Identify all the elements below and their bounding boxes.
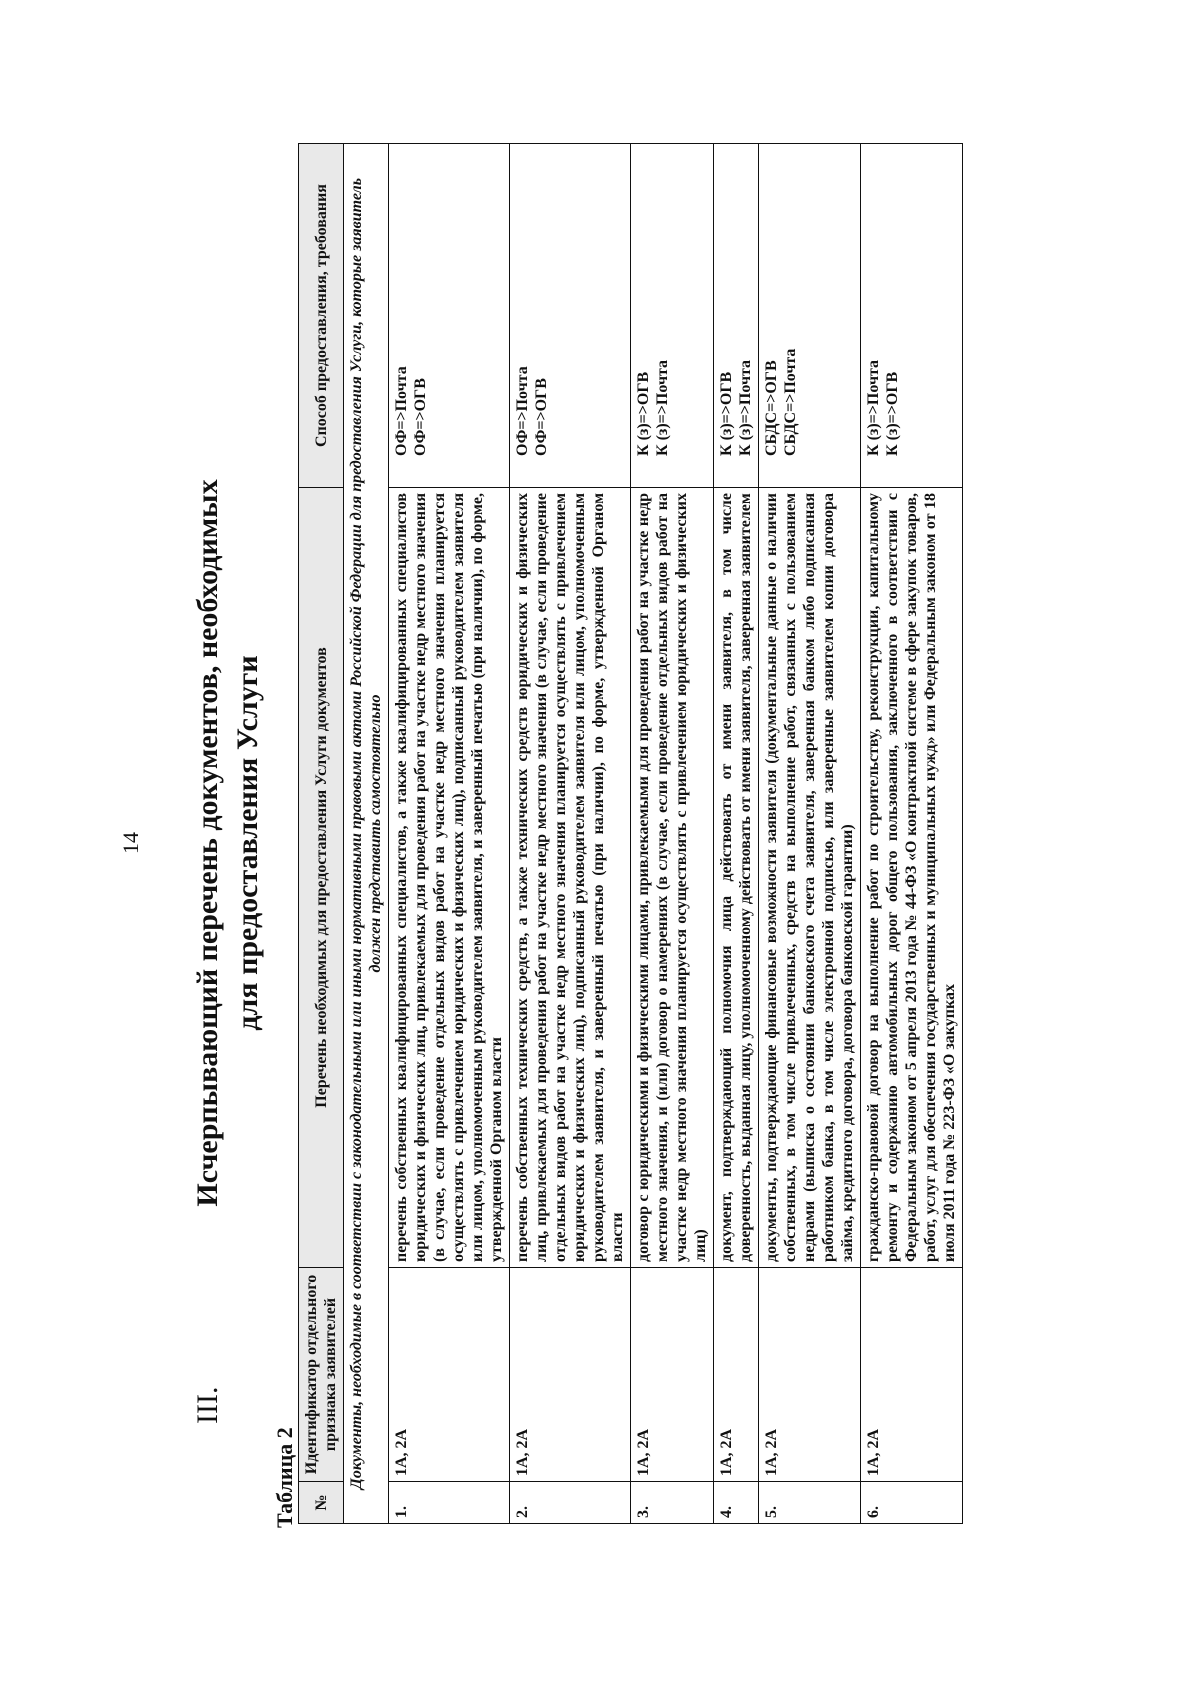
table-row [861,144,963,1524]
method-line: К (з)=>ОГВ [884,371,901,456]
row-method [389,144,510,488]
row-identifier: 1А, 2А [389,1268,510,1482]
method-line: ОФ=>Почта [393,366,410,456]
row-document-text: документы, подтверждающие финансовые возможности заявителя (документальные данные о наличии собственных, в том числе привлеченных, средств на выполнение работ, связанных с пользованием недрами (выписка о состоянии банковского счета заявителя, заверенная банком либо подписанная работником банка, в том числе электронной подписью, или заверенные заявителем копии договора займа, кредитного договора, договора банковской гарантии) [759,488,861,1268]
table-label: Таблица 2 [272,1427,297,1528]
row-number: 3. [631,1482,714,1524]
documents-table [298,143,963,1524]
row-document-text: перечень собственных квалифицированных специалистов, а также квалифицированных специалистов юридических и физических лиц, привлекаемых для проведения работ на участке недр местного значения (в случае, если проведение отдельных видов работ на участке недр местного значения планируется осуществлять с привлечением юридических и физических лиц), подписанный руководителем заявителя или лицом, уполномоченным руководителем заявителя, и заверенный печатью (при наличии), по форме, утвержденной Органом власти [389,488,510,1268]
row-identifier: 1А, 2А [861,1268,963,1482]
row-number: 5. [759,1482,861,1524]
row-document-text: гражданско-правовой договор на выполнение работ по строительству, реконструкции, капитальному ремонту и содержанию автомобильных дорог общего пользования, заключенного в соответствии с Федеральным законом от 5 апреля 2013 года № 44-ФЗ «О контрактной системе в сфере закупок товаров, работ, услуг для обеспечения государственных и муниципальных нужд» или Федеральным законом от 18 июля 2011 года № 223-ФЗ «О закупках [861,488,963,1268]
method-line: К (з)=>Почта [654,359,671,456]
method-line: К (з)=>ОГВ [718,371,735,456]
page-number: 14 [118,832,143,854]
section-heading-row [344,144,389,1524]
table-header-row [299,144,344,1524]
header-num: № [299,1482,344,1524]
method-line: СБДС=>Почта [782,348,799,456]
row-identifier: 1А, 2А [759,1268,861,1482]
method-line: ОФ=>ОГВ [533,378,550,456]
row-number: 1. [389,1482,510,1524]
row-method [714,144,759,488]
row-method [510,144,631,488]
row-document-text: документ, подтверждающий полномочия лица действовать от имени заявителя, в том числе доверенность, выданная лицу, уполномоченному действовать от имени заявителя, заверенная заявителем [714,488,759,1268]
header-identifier: Идентификатор отдельного признака заявителей [299,1268,344,1482]
method-line: К (з)=>Почта [865,359,882,456]
header-method: Способ предоставления, требования [299,144,344,488]
row-method [631,144,714,488]
table-row [389,144,510,1524]
method-line: ОФ=>ОГВ [412,378,429,456]
row-identifier: 1А, 2А [510,1268,631,1482]
title-line-1: Исчерпывающий перечень документов, необходимых [191,479,224,1207]
row-identifier: 1А, 2А [714,1268,759,1482]
table-row [510,144,631,1524]
table-row [714,144,759,1524]
section-numeral: III. [191,1386,224,1424]
header-documents-list: Перечень необходимых для предоставления Услуги документов [299,488,344,1268]
method-line: К (з)=>Почта [737,359,754,456]
row-method [759,144,861,488]
row-number: 2. [510,1482,631,1524]
row-method [861,144,963,488]
row-number: 6. [861,1482,963,1524]
table-row [759,144,861,1524]
method-line: ОФ=>Почта [514,366,531,456]
title-line-2: для предоставления Услуги [231,655,264,1031]
row-identifier: 1А, 2А [631,1268,714,1482]
method-line: К (з)=>ОГВ [635,371,652,456]
section-title [188,0,268,1686]
row-document-text: договор с юридическими и физическими лицами, привлекаемыми для проведения работ на участке недр местного значения, и (или) договор о намерениях (в случае, если проведение отдельных видов работ на участке недр местного значения планируется осуществлять с привлечением юридических и физических лиц) [631,488,714,1268]
table-row [631,144,714,1524]
method-line: СБДС=>ОГВ [763,360,780,456]
section-heading: Документы, необходимые в соответствии с законодательными или иными нормативными правовыми актами Российской Федерации для предоставления Услуги, которые заявитель должен представить самостоятельно [344,144,389,1524]
row-number: 4. [714,1482,759,1524]
row-document-text: перечень собственных технических средств, а также технических средств юридических и физических лиц, привлекаемых для проведения работ на участке недр местного значения (в случае, если проведение отдельных видов работ на участке недр местного значения планируется осуществлять с привлечением юридических и физических лиц), подписанный руководителем заявителя или лицом, уполномоченным руководителем заявителя, и заверенный печатью (при наличии), по форме, утвержденной Органом власти [510,488,631,1268]
